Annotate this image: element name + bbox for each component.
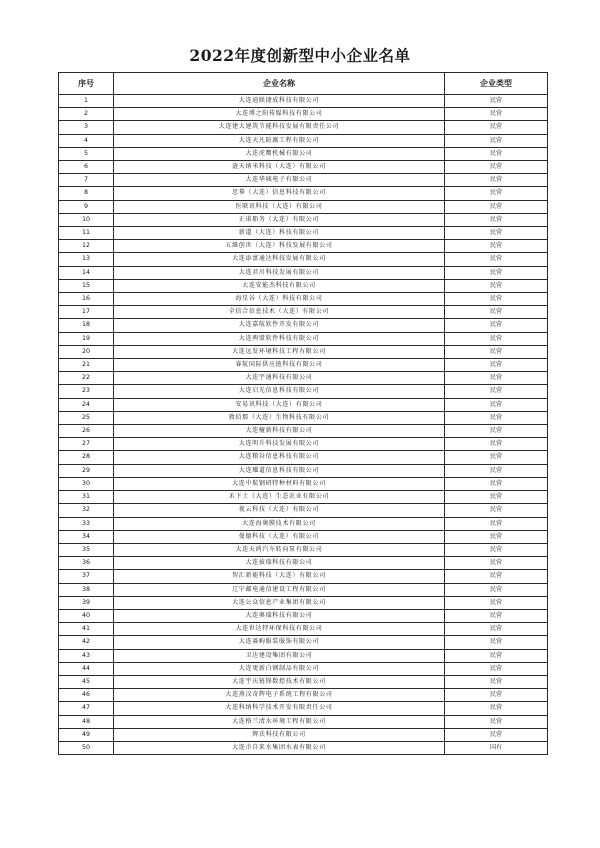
enterprise-type: 民营 [445,504,548,517]
row-number: 50 [59,741,114,754]
table-row [59,477,548,490]
row-number: 40 [59,609,114,622]
enterprise-type: 民营 [445,200,548,213]
enterprise-name: 大连安能杰科技有限公司 [114,279,445,292]
enterprise-type: 民营 [445,530,548,543]
enterprise-name: 大连华城电子有限公司 [114,174,445,187]
table-row [59,728,548,741]
row-number: 29 [59,464,114,477]
table-row [59,359,548,372]
table-row [59,425,548,438]
table-row [59,253,548,266]
row-number: 11 [59,227,114,240]
enterprise-type: 民营 [445,319,548,332]
enterprise-type: 民营 [445,477,548,490]
enterprise-name: 大连添富通达科技发展有限公司 [114,253,445,266]
enterprise-name: 大连虎鹰机械有限公司 [114,147,445,160]
enterprise-type: 民营 [445,213,548,226]
enterprise-name: 大连建大建筑节能科技发展有限责任公司 [114,121,445,134]
table-row [59,108,548,121]
table-row [59,609,548,622]
table-row [59,240,548,253]
table-row [59,398,548,411]
table-row [59,649,548,662]
table-row [59,385,548,398]
enterprise-type: 民营 [445,728,548,741]
enterprise-name: 大连科纳科学技术开发有限责任公司 [114,702,445,715]
enterprise-type: 民营 [445,425,548,438]
row-number: 3 [59,121,114,134]
header-no: 序号 [59,73,114,95]
enterprise-type: 民营 [445,253,548,266]
table-row [59,174,548,187]
enterprise-type: 民营 [445,134,548,147]
table-row [59,95,548,108]
enterprise-name: 卫达建设集团有限公司 [114,649,445,662]
enterprise-type: 民营 [445,451,548,464]
enterprise-type: 民营 [445,121,548,134]
enterprise-name: 大连两盟软件科技有限公司 [114,332,445,345]
enterprise-type: 民营 [445,517,548,530]
enterprise-name: 思摹（大连）信息科技有限公司 [114,187,445,200]
enterprise-name: 大连更新白钢制品有限公司 [114,662,445,675]
enterprise-type: 民营 [445,108,548,121]
row-number: 9 [59,200,114,213]
enterprise-name: 睿航国际供应链科技有限公司 [114,359,445,372]
enterprise-name: 大连启光信息科技有限公司 [114,385,445,398]
enterprise-name: 涟天纳米科技（大连）有限公司 [114,161,445,174]
table-row [59,213,548,226]
enterprise-name: 曼德科技（大连）有限公司 [114,530,445,543]
row-number: 21 [59,359,114,372]
enterprise-type: 民营 [445,266,548,279]
enterprise-type: 民营 [445,227,548,240]
row-number: 41 [59,623,114,636]
table-row [59,227,548,240]
enterprise-name: 大连檀新科技有限公司 [114,425,445,438]
enterprise-type: 民营 [445,161,548,174]
row-number: 24 [59,398,114,411]
row-number: 39 [59,596,114,609]
enterprise-name: 视云科技（大连）有限公司 [114,504,445,517]
enterprise-type: 民营 [445,675,548,688]
table-row [59,504,548,517]
row-number: 25 [59,411,114,424]
enterprise-type: 民营 [445,306,548,319]
enterprise-name: 大连公众信息产业集团有限公司 [114,596,445,609]
enterprise-type: 民营 [445,411,548,424]
enterprise-type: 民营 [445,147,548,160]
enterprise-type: 民营 [445,636,548,649]
table-row [59,530,548,543]
row-number: 14 [59,266,114,279]
row-number: 22 [59,372,114,385]
enterprise-type: 民营 [445,345,548,358]
enterprise-name: 辉氏科技有限公司 [114,728,445,741]
table-row [59,121,548,134]
table-row [59,200,548,213]
row-number: 48 [59,715,114,728]
enterprise-type: 民营 [445,662,548,675]
enterprise-type: 民营 [445,596,548,609]
row-number: 5 [59,147,114,160]
enterprise-name: 大连迪联捷成科技有限公司 [114,95,445,108]
table-row [59,187,548,200]
enterprise-type: 民营 [445,583,548,596]
table-row [59,147,548,160]
table-row [59,451,548,464]
table-row [59,675,548,688]
enterprise-type: 民营 [445,240,548,253]
table-row [59,306,548,319]
row-number: 19 [59,332,114,345]
page-title: 2022年度创新型中小企业名单 [189,46,411,65]
enterprise-name: 敦佰那（大连）生物科技有限公司 [114,411,445,424]
enterprise-name: 大连远发环境科技工程有限公司 [114,345,445,358]
enterprise-name: 大连奥瑞科技有限公司 [114,609,445,622]
table-row [59,161,548,174]
enterprise-name: 辽宁邮电通信建设工程有限公司 [114,583,445,596]
table-row [59,715,548,728]
table-body [59,95,548,755]
table-row [59,345,548,358]
enterprise-name: 大连海奥膜技术有限公司 [114,517,445,530]
row-number: 20 [59,345,114,358]
row-number: 33 [59,517,114,530]
enterprise-type: 民营 [445,649,548,662]
enterprise-name: 医联讯科技（大连）有限公司 [114,200,445,213]
table-row [59,464,548,477]
enterprise-type: 民营 [445,702,548,715]
enterprise-name: 大连宇庆链锋数控技术有限公司 [114,675,445,688]
row-number: 46 [59,689,114,702]
enterprise-table [58,72,548,755]
row-number: 4 [59,134,114,147]
row-number: 26 [59,425,114,438]
enterprise-name: 大连粮谷信息科技有限公司 [114,451,445,464]
row-number: 32 [59,504,114,517]
enterprise-type: 民营 [445,95,548,108]
row-number: 42 [59,636,114,649]
table-row [59,583,548,596]
enterprise-type: 民营 [445,491,548,504]
enterprise-name: 大连燕汉奇辉电子系统工程有限公司 [114,689,445,702]
header-name: 企业名称 [114,73,445,95]
row-number: 43 [59,649,114,662]
enterprise-type: 民营 [445,279,548,292]
row-number: 17 [59,306,114,319]
enterprise-type: 民营 [445,187,548,200]
row-number: 27 [59,438,114,451]
enterprise-name: 大连天凡防腐工程有限公司 [114,134,445,147]
table-header-row [59,73,548,95]
row-number: 16 [59,293,114,306]
enterprise-type: 民营 [445,570,548,583]
row-number: 15 [59,279,114,292]
enterprise-name: 新道（大连）科技有限公司 [114,227,445,240]
enterprise-type: 民营 [445,359,548,372]
row-number: 34 [59,530,114,543]
enterprise-type: 国有 [445,741,548,754]
enterprise-name: 大连中航钢研特种材料有限公司 [114,477,445,490]
enterprise-type: 民营 [445,543,548,556]
table-row [59,702,548,715]
enterprise-type: 民营 [445,438,548,451]
table-row [59,623,548,636]
row-number: 28 [59,451,114,464]
enterprise-name: 大连嘉航软件开发有限公司 [114,319,445,332]
enterprise-name: 全信合信息技术（大连）有限公司 [114,306,445,319]
enterprise-name: 安易讯科技（大连）有限公司 [114,398,445,411]
enterprise-type: 民营 [445,385,548,398]
enterprise-name: 大连拔瑞科技有限公司 [114,557,445,570]
enterprise-type: 民营 [445,689,548,702]
table-row [59,332,548,345]
table-row [59,266,548,279]
table-row [59,596,548,609]
row-number: 31 [59,491,114,504]
table-row [59,517,548,530]
table-row [59,319,548,332]
enterprise-type: 民营 [445,623,548,636]
row-number: 2 [59,108,114,121]
header-type: 企业类型 [445,73,548,95]
enterprise-type: 民营 [445,398,548,411]
row-number: 47 [59,702,114,715]
table-row [59,372,548,385]
table-row [59,741,548,754]
enterprise-type: 民营 [445,293,548,306]
row-number: 1 [59,95,114,108]
row-number: 12 [59,240,114,253]
table-row [59,636,548,649]
enterprise-type: 民营 [445,715,548,728]
row-number: 18 [59,319,114,332]
enterprise-type: 民营 [445,372,548,385]
row-number: 23 [59,385,114,398]
table-row [59,293,548,306]
row-number: 44 [59,662,114,675]
row-number: 6 [59,161,114,174]
enterprise-name: 大连耀道信息科技有限公司 [114,464,445,477]
table-row [59,570,548,583]
table-row [59,662,548,675]
table-row [59,438,548,451]
table-row [59,491,548,504]
enterprise-name: 大连赛峋服装服饰有限公司 [114,636,445,649]
enterprise-name: 五維创世（大连）科技发展有限公司 [114,240,445,253]
enterprise-name: 大连明升科技发展有限公司 [114,438,445,451]
enterprise-name: 禾下土（大连）生态农业有限公司 [114,491,445,504]
row-number: 30 [59,477,114,490]
table-row [59,411,548,424]
enterprise-name: 大连宇通科技有限公司 [114,372,445,385]
enterprise-type: 民营 [445,174,548,187]
table-row [59,134,548,147]
row-number: 36 [59,557,114,570]
enterprise-name: 智汇新能科技（大连）有限公司 [114,570,445,583]
row-number: 10 [59,213,114,226]
row-number: 37 [59,570,114,583]
enterprise-name: 大连博之阳传媒科技有限公司 [114,108,445,121]
enterprise-type: 民营 [445,609,548,622]
row-number: 45 [59,675,114,688]
enterprise-name: 海星谷（大连）科技有限公司 [114,293,445,306]
row-number: 38 [59,583,114,596]
enterprise-name: 大连君川科技发展有限公司 [114,266,445,279]
row-number: 8 [59,187,114,200]
table-row [59,557,548,570]
row-number: 35 [59,543,114,556]
table-row [59,279,548,292]
row-number: 7 [59,174,114,187]
table-row [59,543,548,556]
enterprise-name: 大连天鸿汽车转向泵有限公司 [114,543,445,556]
enterprise-name: 大连世达特环保科技有限公司 [114,623,445,636]
enterprise-type: 民营 [445,332,548,345]
enterprise-type: 民营 [445,557,548,570]
enterprise-name: 大连市自来水集团水表有限公司 [114,741,445,754]
row-number: 13 [59,253,114,266]
enterprise-name: 大连格兰清水环境工程有限公司 [114,715,445,728]
table-row [59,689,548,702]
enterprise-name: 正诺船务（大连）有限公司 [114,213,445,226]
enterprise-type: 民营 [445,464,548,477]
row-number: 49 [59,728,114,741]
